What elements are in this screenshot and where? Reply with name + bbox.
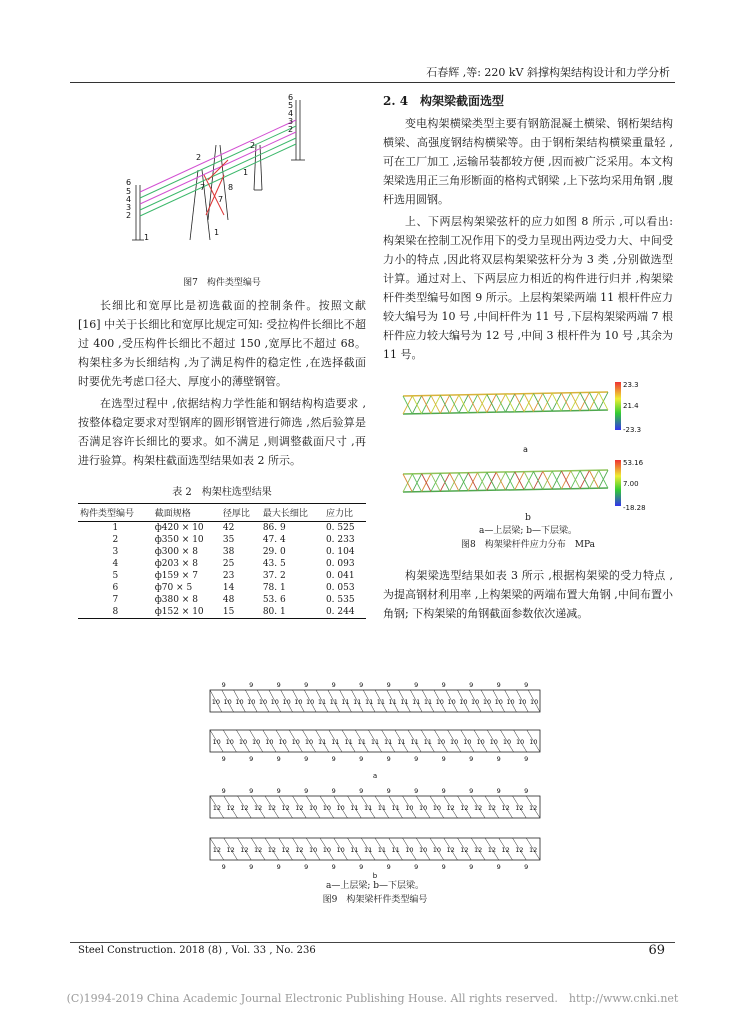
table-cell: 38 xyxy=(222,547,235,557)
fig9-member-number: 11 xyxy=(350,804,359,812)
fig9-member-number: 10 xyxy=(304,738,314,746)
fig8a-legend-label: -23.3 xyxy=(623,426,642,434)
fig9-member-number: 10 xyxy=(405,804,414,812)
fig9-member-number: 11 xyxy=(318,738,327,746)
fig9-member-number: 12 xyxy=(240,846,249,854)
fig9-member-number: 10 xyxy=(308,804,318,812)
fig9-member-number: 11 xyxy=(391,804,400,812)
fig9-web-number: 9 xyxy=(304,681,309,689)
table-header-row xyxy=(78,504,366,522)
table-cell: 37. 2 xyxy=(262,571,286,581)
fig9-web-number: 9 xyxy=(469,681,474,689)
fig9-member-number: 11 xyxy=(341,698,350,706)
fig9-member-number: 10 xyxy=(447,698,456,706)
fig9b-sub-label: b xyxy=(372,872,378,878)
fig9-member-number: 12 xyxy=(515,846,524,854)
copyright-notice: (C)1994-2019 China Academic Journal Electronic Publishing House. All rights reserved. http://www.cnki.net xyxy=(66,992,679,1005)
fig9-member-number: 10 xyxy=(235,698,244,706)
fig9-web-number: 9 xyxy=(221,787,226,795)
table-cell: 3 xyxy=(112,547,119,557)
table-cell: 23 xyxy=(222,571,235,581)
fig9-member-number: 10 xyxy=(336,846,345,854)
table-cell: ф159 × 7 xyxy=(154,571,198,581)
table-cell: 6 xyxy=(112,583,119,593)
table-cell: 86. 9 xyxy=(262,523,286,533)
fig9-web-number: 9 xyxy=(331,681,336,689)
fig9-web-number: 9 xyxy=(304,863,309,871)
table-cell: 0. 104 xyxy=(325,547,355,557)
fig9-web-number: 9 xyxy=(469,755,474,763)
fig9-member-number: 10 xyxy=(518,698,527,706)
table-row xyxy=(78,606,366,619)
fig9-web-number: 9 xyxy=(331,787,336,795)
fig7-center-label: 7 xyxy=(200,183,206,192)
fig9-member-number: 11 xyxy=(397,738,406,746)
fig9-web-number: 9 xyxy=(524,755,529,763)
fig7-left-label: 4 xyxy=(126,195,132,204)
fig9-web-number: 9 xyxy=(441,787,446,795)
table-cell: 0. 093 xyxy=(325,559,355,569)
fig9-member-number: 10 xyxy=(336,804,345,812)
fig9-member-number: 12 xyxy=(473,804,483,812)
data-table xyxy=(78,503,366,619)
fig9-web-number: 9 xyxy=(386,755,391,763)
fig9-web-number: 9 xyxy=(331,863,336,871)
fig9-member-number: 10 xyxy=(529,698,539,706)
figure-7 xyxy=(78,90,366,290)
column-header: 构件类型编号 xyxy=(78,504,153,522)
table-row xyxy=(78,594,366,606)
fig9-member-number: 12 xyxy=(528,846,538,854)
fig9-web-number: 9 xyxy=(221,681,226,689)
body-paragraph: 变电构架横梁类型主要有钢筋混凝土横梁、钢桁架结构横梁、高强度钢结构横梁等。由于钢桁架结构横梁重量轻 ,可在工厂加工 ,运输吊装都较方便 ,因而被广泛采用。本文构架梁选用正三角形断面的格构式钢梁 ,上下弦均采用角钢 ,腹杆选用圆钢。 xyxy=(383,117,673,206)
header-rule xyxy=(70,82,675,83)
table-cell: ф152 × 10 xyxy=(153,606,221,619)
fig9-web-number: 9 xyxy=(524,681,529,689)
fig9-member-number: 11 xyxy=(317,698,327,706)
fig9-member-number: 10 xyxy=(212,738,221,746)
fig9-member-number: 10 xyxy=(489,738,498,746)
page-header xyxy=(0,0,745,84)
fig9-web-number: 9 xyxy=(276,755,281,763)
page-number: 69 xyxy=(648,943,665,958)
fig9-member-number: 12 xyxy=(501,846,510,854)
fig9-web-number: 9 xyxy=(386,787,391,795)
table-title: 表 2 构架柱选型结果 xyxy=(172,487,272,498)
fig9-member-number: 10 xyxy=(435,698,444,706)
fig7-left-label: 5 xyxy=(126,187,132,196)
fig9-web-number: 9 xyxy=(414,755,419,763)
fig9-web-number: 9 xyxy=(414,863,419,871)
table-cell: 42 xyxy=(222,523,235,533)
fig9-member-number: 11 xyxy=(363,846,373,854)
table-cell: 25 xyxy=(222,559,235,569)
fig9-member-number: 12 xyxy=(515,804,524,812)
footer-rule xyxy=(70,942,675,943)
fig7-right-label: 5 xyxy=(288,101,294,110)
fig9-web-number: 9 xyxy=(304,755,309,763)
fig9-member-number: 12 xyxy=(501,804,510,812)
fig9-member-number: 10 xyxy=(322,846,332,854)
table-cell: 0. 041 xyxy=(325,571,355,581)
fig8b-legend-label: 53.16 xyxy=(623,459,644,467)
fig8a-truss xyxy=(403,392,608,414)
fig9-web-number: 9 xyxy=(359,863,364,871)
fig7-center-label: 8 xyxy=(228,183,234,192)
fig9-member-number: 10 xyxy=(265,738,274,746)
fig9-web-number: 9 xyxy=(496,755,501,763)
table-cell: ф203 × 8 xyxy=(154,559,198,569)
table-cell: 0. 244 xyxy=(324,606,366,619)
fig9-web-number: 9 xyxy=(331,755,336,763)
fig9-member-number: 12 xyxy=(487,804,497,812)
fig9-web-number: 9 xyxy=(359,681,364,689)
fig9-web-number: 9 xyxy=(496,681,501,689)
fig9-member-number: 10 xyxy=(247,698,256,706)
fig9-member-number: 10 xyxy=(506,698,515,706)
fig9-web-number: 9 xyxy=(276,681,281,689)
fig9-member-number: 11 xyxy=(353,698,362,706)
column-header: 应力比 xyxy=(324,504,366,522)
table-cell: 15 xyxy=(221,606,261,619)
fig9-web-number: 9 xyxy=(249,787,254,795)
fig9-member-number: 10 xyxy=(529,738,538,746)
journal-citation: Steel Construction. 2018 (8) , Vol. 33 , No. 236 xyxy=(78,945,316,956)
figure-9 xyxy=(190,678,560,928)
fig9-member-number: 12 xyxy=(267,846,277,854)
table-cell: 2 xyxy=(112,535,119,545)
fig9-member-number: 10 xyxy=(502,738,512,746)
fig7-caption: 图7 构件类型编号 xyxy=(183,278,261,288)
fig7-right-label: 6 xyxy=(288,93,294,102)
fig9-member-number: 10 xyxy=(436,738,446,746)
table-cell: 80. 1 xyxy=(261,606,324,619)
fig9-member-number: 10 xyxy=(459,698,468,706)
fig9-member-number: 10 xyxy=(418,846,428,854)
table-cell: ф420 × 10 xyxy=(154,523,204,533)
fig9-member-number: 10 xyxy=(476,738,485,746)
fig8b-truss xyxy=(403,470,608,492)
fig7-right-label: 3 xyxy=(288,117,294,126)
fig9-member-number: 10 xyxy=(516,738,525,746)
table-row xyxy=(78,522,366,535)
table-cell: 14 xyxy=(222,583,235,593)
fig7-left-label: 6 xyxy=(126,178,132,187)
fig9-web-number: 9 xyxy=(276,787,281,795)
fig9-member-number: 10 xyxy=(405,846,414,854)
table-row xyxy=(78,546,366,558)
fig9-member-number: 12 xyxy=(295,804,304,812)
figure-8 xyxy=(383,374,673,554)
table-cell: 5 xyxy=(112,571,119,581)
table-row xyxy=(78,558,366,570)
fig9-member-number: 11 xyxy=(423,698,433,706)
table-row xyxy=(78,582,366,594)
table-cell: 35 xyxy=(222,535,235,545)
fig9-member-number: 11 xyxy=(344,738,353,746)
fig9-member-number: 12 xyxy=(212,804,222,812)
fig9-member-number: 10 xyxy=(432,804,442,812)
fig9-member-number: 12 xyxy=(281,804,290,812)
section-heading: 2. 4 构架梁截面选型 xyxy=(383,94,505,108)
table-cell: 1 xyxy=(112,523,119,533)
fig9-web-number: 9 xyxy=(359,787,364,795)
fig9-member-number: 10 xyxy=(211,698,221,706)
fig8b-colorbar xyxy=(615,460,621,506)
fig7-right-label: 2 xyxy=(288,125,294,134)
fig9-member-number: 12 xyxy=(226,846,235,854)
fig9-member-number: 10 xyxy=(238,738,248,746)
table-cell: 7 xyxy=(112,595,119,605)
fig9-member-number: 10 xyxy=(482,698,492,706)
fig9-member-number: 12 xyxy=(226,804,235,812)
fig9-member-number: 11 xyxy=(370,738,380,746)
fig9-web-number: 9 xyxy=(249,681,254,689)
fig8b-legend-label: 7.00 xyxy=(623,480,639,488)
fig9-web-number: 9 xyxy=(469,863,474,871)
fig9-web-number: 9 xyxy=(496,787,501,795)
fig9-web-number: 9 xyxy=(304,787,309,795)
fig9-web-number: 9 xyxy=(249,863,254,871)
body-paragraph: 上、下两层构架梁弦杆的应力如图 8 所示 ,可以看出: 构架梁在控制工况作用下的受力呈现出两边受力大、中间受力小的特点 ,因此将双层构架梁弦杆分为 3 类 ,分别做选型计算。通过对上、下两层应力相近的构件进行归并 ,构架梁杆件类型编号如图 9 所示。上层构架梁两端 11 根杆件应力较大编号为 10 号 ,中间杆件为 11 号 ,下层构架梁两端 7 根杆件应力较大编号为 12 号 ,中间 3 根杆件为 10 号 ,其余为 11 号。 xyxy=(383,215,673,361)
fig9-member-number: 10 xyxy=(463,738,472,746)
fig9-web-number: 9 xyxy=(524,787,529,795)
fig9-member-number: 10 xyxy=(306,698,315,706)
table-cell: 47. 4 xyxy=(262,535,286,545)
fig8a-legend-label: 21.4 xyxy=(623,402,639,410)
table-cell: 0. 053 xyxy=(325,583,355,593)
table-cell: 48 xyxy=(222,595,235,605)
table-cell: ф300 × 8 xyxy=(154,547,198,557)
fig7-left-label: 3 xyxy=(126,203,132,212)
fig7-center-label: 1 xyxy=(144,233,150,242)
fig9-member-number: 12 xyxy=(295,846,304,854)
fig9-member-number: 10 xyxy=(252,738,261,746)
fig9-member-number: 12 xyxy=(267,804,277,812)
fig9-web-number: 9 xyxy=(249,755,254,763)
fig9-member-number: 12 xyxy=(460,804,469,812)
fig9-member-number: 10 xyxy=(432,846,442,854)
fig9-member-number: 10 xyxy=(278,738,287,746)
fig9a-sub-label: a xyxy=(372,772,378,780)
fig9-caption: 图9 构架梁杆件类型编号 xyxy=(322,895,428,905)
fig9-member-number: 12 xyxy=(281,846,290,854)
fig9-member-number: 12 xyxy=(473,846,483,854)
fig9-member-number: 10 xyxy=(270,698,279,706)
fig7-center-label: 2 xyxy=(196,153,202,162)
fig9-member-number: 11 xyxy=(357,738,366,746)
fig9-member-number: 11 xyxy=(384,738,393,746)
table-cell: 78. 1 xyxy=(262,583,286,593)
fig9-member-number: 10 xyxy=(494,698,503,706)
fig9-member-number: 11 xyxy=(410,738,419,746)
fig9-member-number: 10 xyxy=(322,804,332,812)
fig8-note: a—上层梁; b—下层梁。 xyxy=(478,526,578,536)
fig9-web-number: 9 xyxy=(524,863,529,871)
fig9-member-number: 11 xyxy=(376,698,386,706)
fig9-member-number: 12 xyxy=(253,846,263,854)
fig7-center-label: 2 xyxy=(250,141,256,150)
fig9-member-number: 10 xyxy=(308,846,318,854)
table-cell: 4 xyxy=(112,559,119,569)
fig9-member-number: 11 xyxy=(391,846,400,854)
fig8a-colorbar xyxy=(615,382,621,430)
table-cell: ф380 × 8 xyxy=(154,595,198,605)
fig9-web-number: 9 xyxy=(221,755,226,763)
fig9-member-number: 11 xyxy=(329,698,338,706)
fig9-member-number: 12 xyxy=(487,846,497,854)
fig9-member-number: 12 xyxy=(253,804,263,812)
fig9-member-number: 11 xyxy=(388,698,397,706)
fig9-member-number: 11 xyxy=(377,846,387,854)
column-header: 截面规格 xyxy=(153,504,221,522)
table-row xyxy=(78,570,366,582)
table-2 xyxy=(78,486,366,619)
body-paragraph: 构架梁选型结果如表 3 所示 ,根据构架梁的受力特点 ,为提高钢材利用率 ,上构架梁的两端布置大角钢 ,中间布置小角钢; 下构架梁的角钢截面参数依次递减。 xyxy=(383,569,673,620)
fig9-member-number: 11 xyxy=(331,738,340,746)
fig9-member-number: 12 xyxy=(446,804,455,812)
fig9-web-number: 9 xyxy=(221,863,226,871)
fig9-web-number: 9 xyxy=(386,863,391,871)
fig9-web-number: 9 xyxy=(276,863,281,871)
column-header: 最大长细比 xyxy=(261,504,324,522)
fig9-web-number: 9 xyxy=(496,863,501,871)
fig9-member-number: 10 xyxy=(471,698,480,706)
table-cell: 8 xyxy=(78,606,153,619)
fig8a-legend-label: 23.3 xyxy=(623,381,639,389)
fig9-member-number: 12 xyxy=(528,804,538,812)
fig9-member-number: 12 xyxy=(446,846,455,854)
fig9-member-number: 10 xyxy=(418,804,428,812)
fig7-structure-drawing xyxy=(78,90,366,270)
table-cell: 53. 6 xyxy=(262,595,286,605)
fig9-member-number: 11 xyxy=(350,846,359,854)
fig9-member-number: 12 xyxy=(460,846,469,854)
fig9-web-number: 9 xyxy=(441,681,446,689)
fig9-member-number: 10 xyxy=(450,738,459,746)
fig9-member-number: 11 xyxy=(423,738,432,746)
table-cell: ф70 × 5 xyxy=(154,583,193,593)
fig9-member-number: 12 xyxy=(240,804,249,812)
fig9-member-number: 10 xyxy=(223,698,232,706)
fig9-member-number: 10 xyxy=(294,698,303,706)
fig7-right-label: 4 xyxy=(288,109,294,118)
fig9-member-number: 11 xyxy=(377,804,387,812)
fig9-web-number: 9 xyxy=(441,863,446,871)
left-column xyxy=(78,90,366,619)
table-row xyxy=(78,534,366,546)
table-cell: 43. 5 xyxy=(262,559,286,569)
table-cell: 29. 0 xyxy=(262,547,286,557)
fig9-member-number: 11 xyxy=(412,698,421,706)
table-cell: 0. 233 xyxy=(325,535,355,545)
fig7-center-label: 1 xyxy=(214,228,220,237)
table-cell: ф350 × 10 xyxy=(154,535,204,545)
fig9-member-number: 10 xyxy=(258,698,268,706)
table-cell: 0. 525 xyxy=(325,523,355,533)
fig9-web-number: 9 xyxy=(359,755,364,763)
fig9-member-number: 10 xyxy=(282,698,291,706)
table-cell: 0. 535 xyxy=(325,595,355,605)
fig9-truss-drawing xyxy=(190,678,560,878)
fig9-member-number: 10 xyxy=(225,738,234,746)
fig9-web-number: 9 xyxy=(469,787,474,795)
running-title: 石春辉 ,等: 220 kV 斜撑构架结构设计和力学分析 xyxy=(426,66,670,79)
fig9-web-number: 9 xyxy=(441,755,446,763)
fig8-sub-label: b xyxy=(525,513,531,523)
fig9-member-number: 11 xyxy=(364,698,374,706)
fig9-web-number: 9 xyxy=(386,681,391,689)
fig7-center-label: 7 xyxy=(218,195,224,204)
right-column xyxy=(383,90,673,623)
fig8-stress-plot xyxy=(383,374,673,514)
fig7-left-label: 2 xyxy=(126,211,132,220)
fig9-member-number: 11 xyxy=(363,804,373,812)
fig9-note: a—上层梁; b—下层梁。 xyxy=(325,881,425,891)
fig9-member-number: 12 xyxy=(212,846,222,854)
fig9-member-number: 11 xyxy=(400,698,409,706)
fig8a-sub-label: a xyxy=(523,445,528,454)
body-paragraph: 在选型过程中 ,依据结构力学性能和钢结构构造要求 ,按整体稳定要求对型钢库的圆形钢管进行筛选 ,然后验算是否满足容许长细比的要求。如不满足 ,则调整截面尺寸 ,再进行验算。构架柱截面选型结果如表 2 所示。 xyxy=(78,397,366,467)
fig8-caption: 图8 构架梁杆件应力分布 MPa xyxy=(461,540,595,550)
fig9-web-number: 9 xyxy=(414,681,419,689)
fig9-member-number: 10 xyxy=(291,738,300,746)
fig9-web-number: 9 xyxy=(414,787,419,795)
body-paragraph: 长细比和宽厚比是初选截面的控制条件。按照文献 [16] 中关于长细比和宽厚比规定可知: 受拉构件长细比不超过 400 ,受压构件长细比不超过 150 ,宽厚比不超过 68。构架柱多为长细结构 ,为了满足构件的稳定性 ,在选择截面时要优先考虑口径大、厚度小的薄壁钢管。 xyxy=(78,299,366,388)
fig7-center-label: 1 xyxy=(243,168,249,177)
column-header: 径厚比 xyxy=(221,504,261,522)
fig8b-legend-label: -18.28 xyxy=(623,504,646,512)
